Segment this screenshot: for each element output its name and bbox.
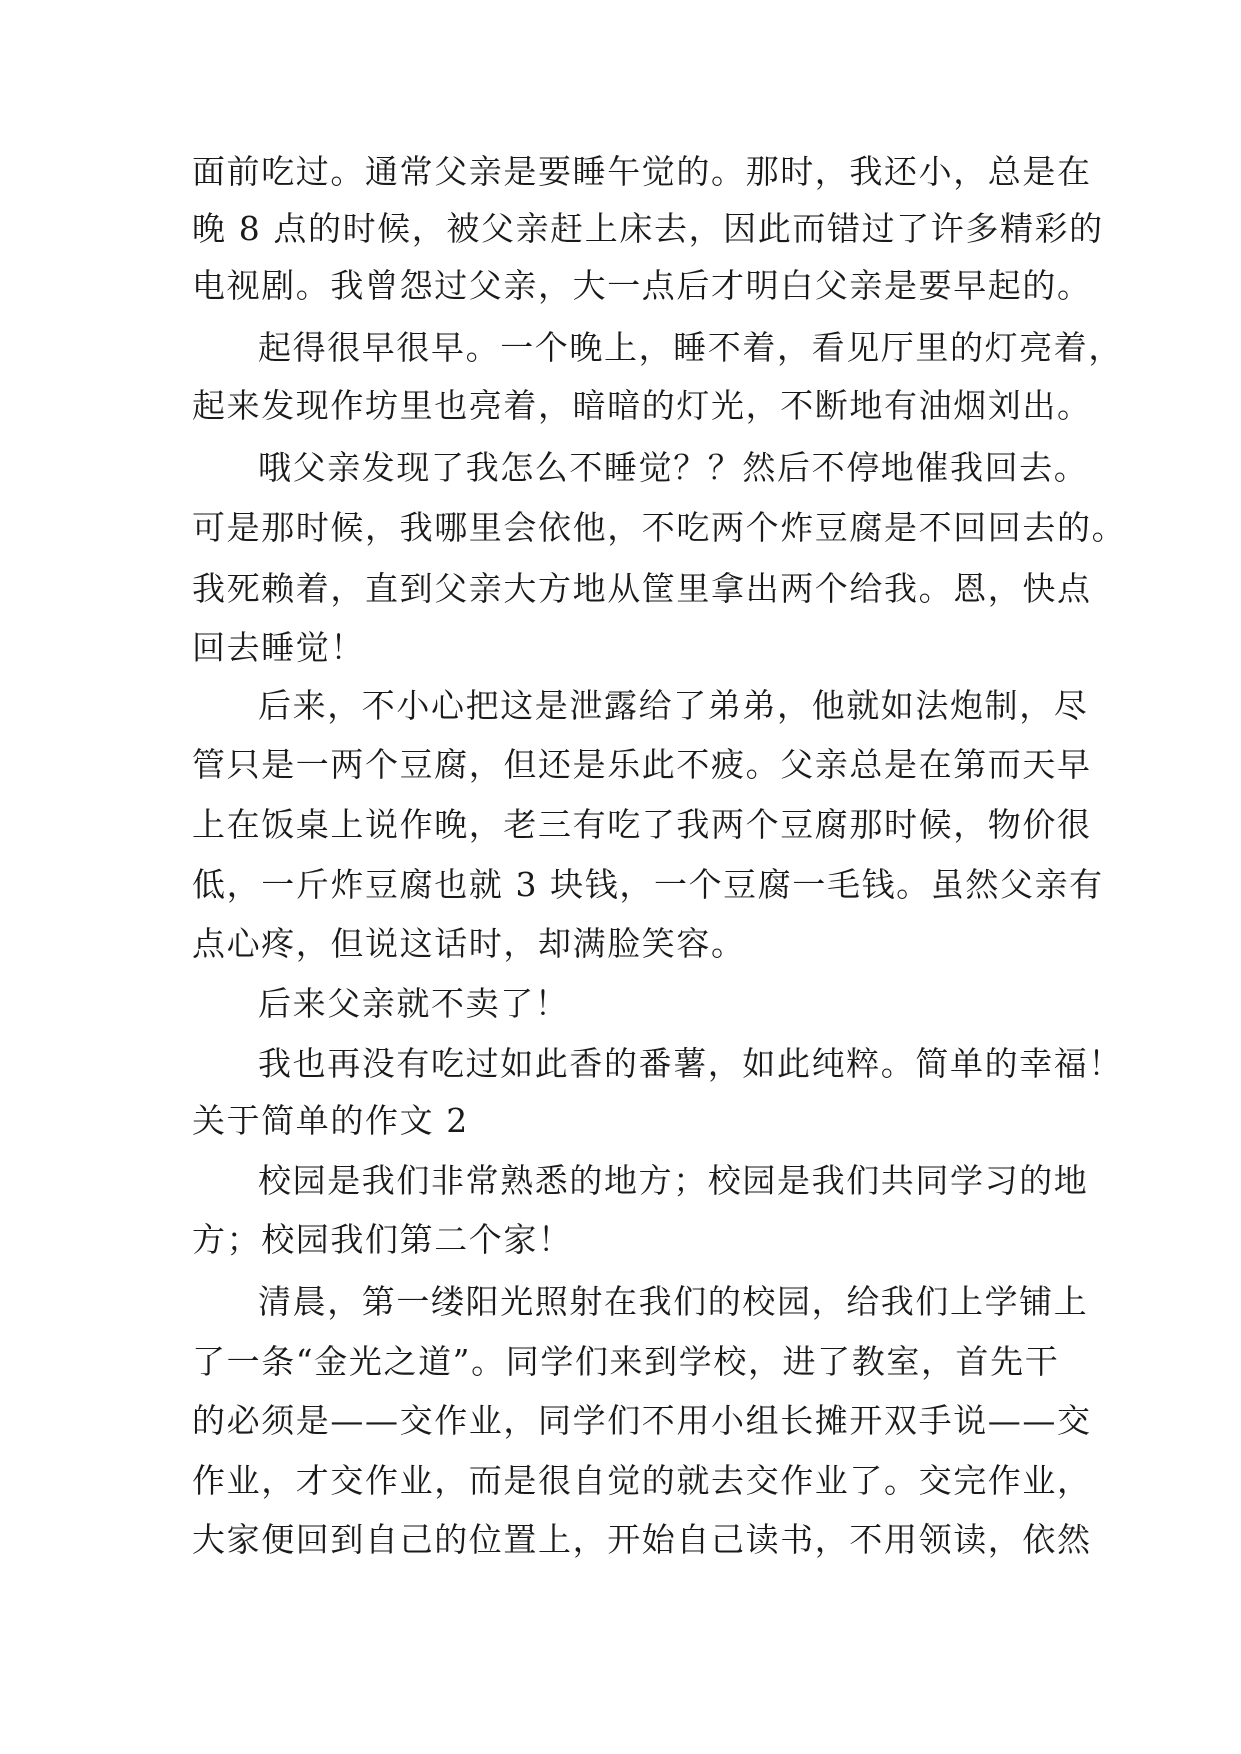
text-line: 校园是我们非常熟悉的地方；校园是我们共同学习的地 [258,1161,1089,1200]
text-line: 面前吃过。通常父亲是要睡午觉的。那时，我还小，总是在 [192,152,1092,191]
text-line: 大家便回到自己的位置上，开始自己读书，不用领读，依然 [192,1520,1092,1559]
text-line: 上在饭桌上说作晚，老三有吃了我两个豆腐那时候，物价很 [192,805,1092,844]
text-line: 我死赖着，直到父亲大方地从筐里拿出两个给我。恩，快点 [192,569,1092,608]
section-heading: 关于简单的作文 2 [192,1101,469,1140]
text-line: 后来，不小心把这是泄露给了弟弟，他就如法炮制，尽 [258,686,1089,725]
text-line: 电视剧。我曾怨过父亲，大一点后才明白父亲是要早起的。 [192,266,1092,305]
text-line: 回去睡觉！ [192,628,365,667]
text-line: 作业，才交作业，而是很自觉的就去交作业了。交完作业， [192,1461,1092,1500]
text-line: 哦父亲发现了我怎么不睡觉？？然后不停地催我回去。 [258,448,1089,487]
text-line: 点心疼，但说这话时，却满脸笑容。 [192,924,746,963]
text-line: 起来发现作坊里也亮着，暗暗的灯光，不断地有油烟刘出。 [192,386,1092,425]
text-line: 晚 8 点的时候，被父亲赶上床去，因此而错过了许多精彩的 [192,209,1104,248]
text-line: 后来父亲就不卖了！ [258,984,570,1023]
text-line: 我也再没有吃过如此香的番薯，如此纯粹。简单的幸福！ [258,1044,1123,1083]
text-line: 的必须是——交作业，同学们不用小组长摊开双手说——交 [192,1401,1092,1440]
text-line: 管只是一两个豆腐，但还是乐此不疲。父亲总是在第而天早 [192,745,1092,784]
text-line: 清晨，第一缕阳光照射在我们的校园，给我们上学铺上 [258,1282,1089,1321]
text-line: 方；校园我们第二个家！ [192,1220,573,1259]
text-line: 可是那时候，我哪里会依他，不吃两个炸豆腐是不回回去的。 [192,508,1127,547]
text-line: 低，一斤炸豆腐也就 3 块钱，一个豆腐一毛钱。虽然父亲有 [192,865,1104,904]
text-line: 起得很早很早。一个晚上，睡不着，看见厅里的灯亮着， [258,328,1123,367]
text-line: 了一条“金光之道”。同学们来到学校，进了教室，首先干 [192,1342,1060,1381]
